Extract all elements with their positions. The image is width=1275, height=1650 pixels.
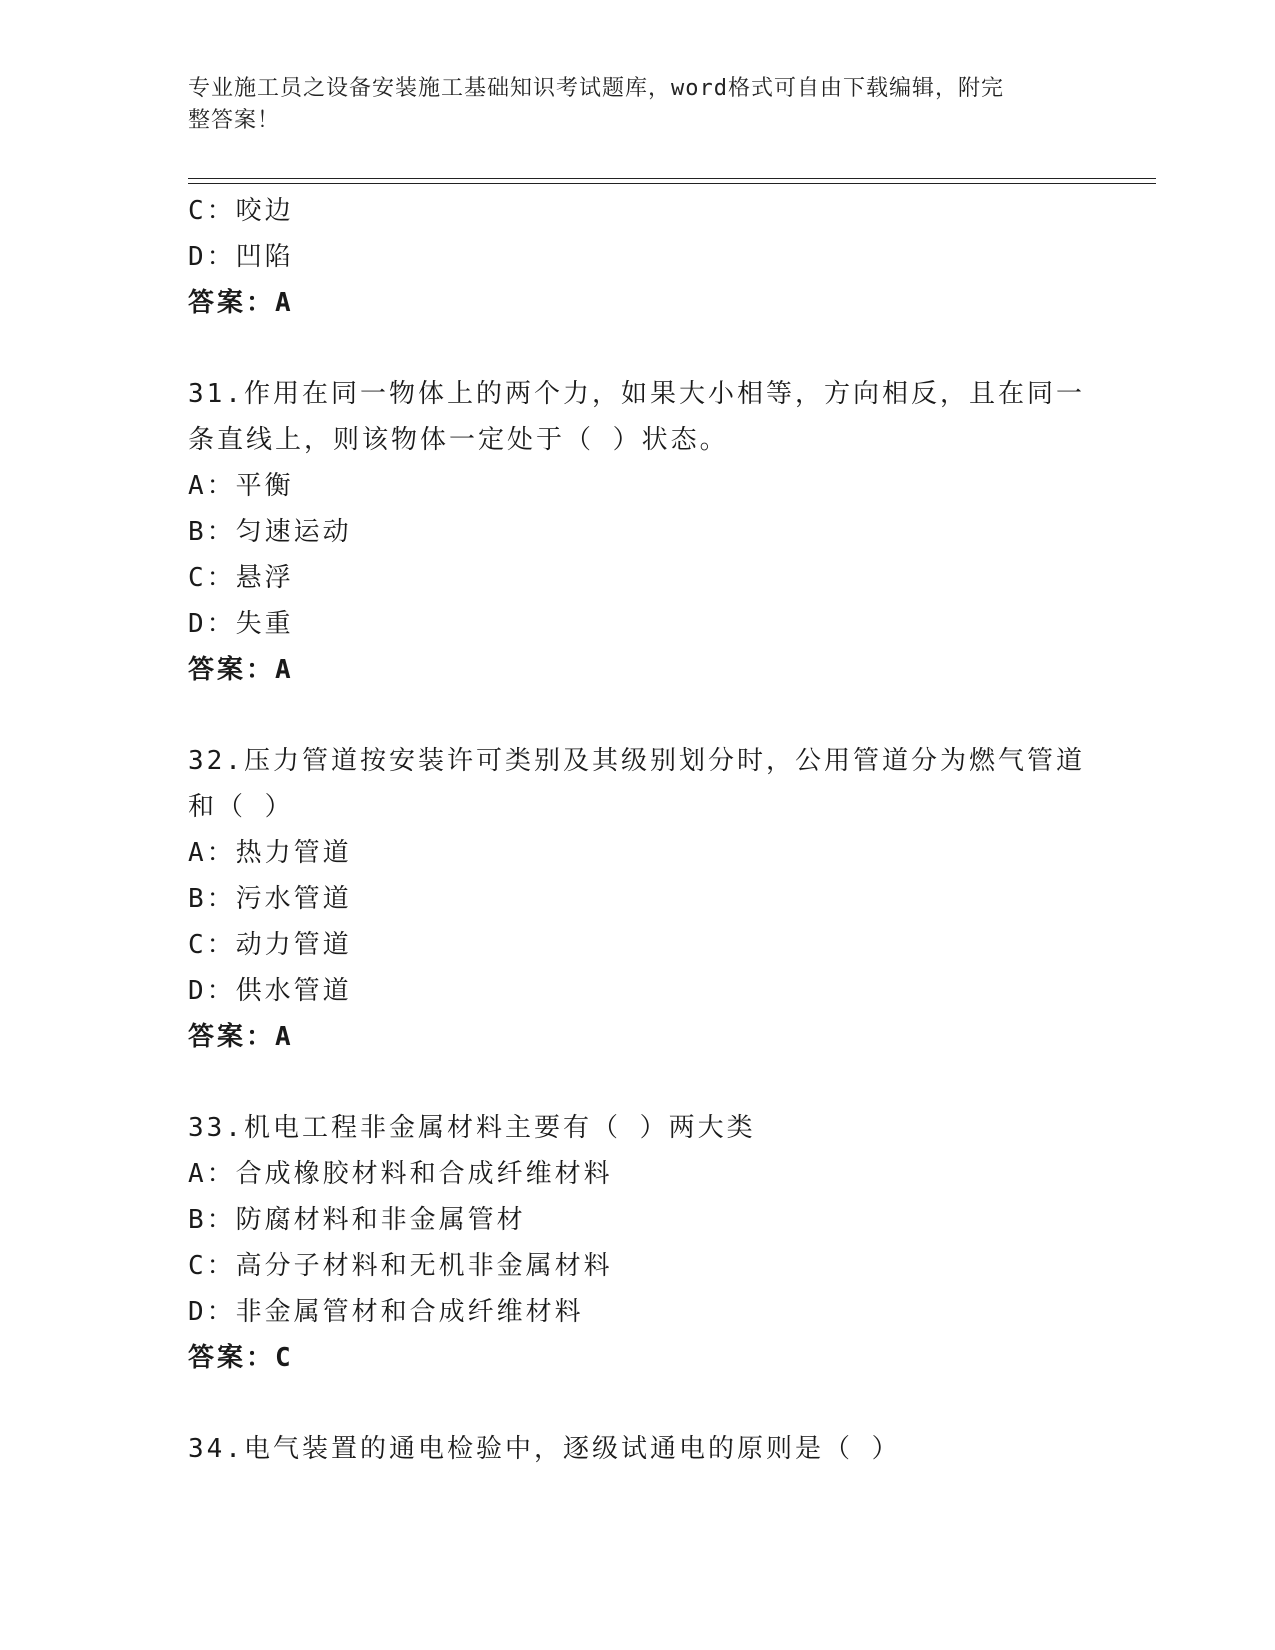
option-b: B：污水管道 — [188, 884, 352, 914]
question-33 — [188, 1105, 1088, 1381]
option-d: D：失重 — [188, 609, 294, 639]
question-34 — [188, 1426, 1088, 1472]
answer-line: 答案：A — [188, 288, 294, 318]
question-content — [188, 188, 1088, 1472]
question-stem-line: 33.机电工程非金属材料主要有（ ）两大类 — [188, 1113, 756, 1143]
option-a: A：平衡 — [188, 471, 294, 501]
question-stem-line: 和（ ） — [188, 792, 294, 822]
spacer — [188, 1060, 1088, 1105]
option-d: D：凹陷 — [188, 242, 294, 272]
question-30-continued — [188, 188, 1088, 326]
option-d: D：非金属管材和合成纤维材料 — [188, 1297, 584, 1327]
spacer — [188, 326, 1088, 371]
option-c: C：动力管道 — [188, 930, 352, 960]
option-b: B：匀速运动 — [188, 517, 352, 547]
option-a: A：合成橡胶材料和合成纤维材料 — [188, 1159, 613, 1189]
option-b: B：防腐材料和非金属管材 — [188, 1205, 526, 1235]
header-line-1: 专业施工员之设备安装施工基础知识考试题库，word格式可自由下载编辑，附完 — [188, 76, 1004, 101]
answer-line: 答案：C — [188, 1343, 294, 1373]
spacer — [188, 693, 1088, 738]
question-stem-line: 条直线上，则该物体一定处于（ ）状态。 — [188, 425, 729, 455]
option-c: C：悬浮 — [188, 563, 294, 593]
question-stem-line: 31.作用在同一物体上的两个力，如果大小相等，方向相反，且在同一 — [188, 379, 1085, 409]
header-divider-top — [188, 178, 1156, 179]
option-c: C：高分子材料和无机非金属材料 — [188, 1251, 613, 1281]
question-stem-line: 32.压力管道按安装许可类别及其级别划分时，公用管道分为燃气管道 — [188, 746, 1085, 776]
option-a: A：热力管道 — [188, 838, 352, 868]
spacer — [188, 1381, 1088, 1426]
header-line-2: 整答案！ — [188, 108, 281, 133]
question-stem-line: 34.电气装置的通电检验中，逐级试通电的原则是（ ） — [188, 1434, 901, 1464]
option-c: C：咬边 — [188, 196, 294, 226]
question-31 — [188, 371, 1088, 693]
answer-line: 答案：A — [188, 655, 294, 685]
question-32 — [188, 738, 1088, 1060]
page-header — [188, 73, 1068, 137]
header-divider-bottom — [188, 183, 1156, 184]
option-d: D：供水管道 — [188, 976, 352, 1006]
answer-line: 答案：A — [188, 1022, 294, 1052]
